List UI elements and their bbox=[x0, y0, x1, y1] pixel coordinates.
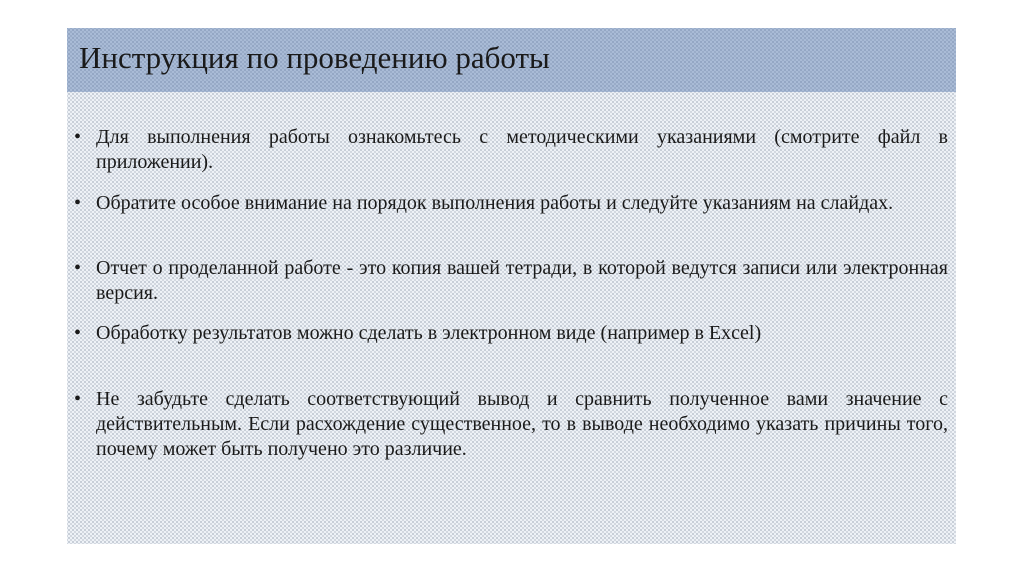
bullet-text-2: Обратите особое внимание на порядок выполнения работы и следуйте указаниям на слайдах. bbox=[96, 192, 894, 214]
bullet-text-5: Не забудьте сделать соответствующий вывод и сравнить полученное вами значение с действительным. Если расхождение существенное, то в выводе необходимо указать причины того, почему может быть получено это различие. bbox=[96, 388, 948, 460]
slide-title: Инструкция по проведению работы bbox=[79, 40, 550, 75]
bullet-icon: • bbox=[74, 257, 82, 279]
bullet-text-4: Обработку результатов можно сделать в электронном виде (например в Excel) bbox=[96, 322, 762, 344]
bullet-icon: • bbox=[74, 388, 82, 410]
bullet-text-1: Для выполнения работы ознакомьтесь с методическими указаниями (смотрите файл в приложении). bbox=[96, 126, 948, 173]
bullet-icon: • bbox=[74, 322, 82, 344]
bullet-icon: • bbox=[74, 126, 82, 148]
bullet-text-3: Отчет о проделанной работе - это копия вашей тетради, в которой ведутся записи или электронная версия. bbox=[96, 257, 948, 304]
title-bar bbox=[67, 28, 956, 92]
bullet-icon: • bbox=[74, 192, 82, 214]
slide bbox=[67, 28, 956, 544]
